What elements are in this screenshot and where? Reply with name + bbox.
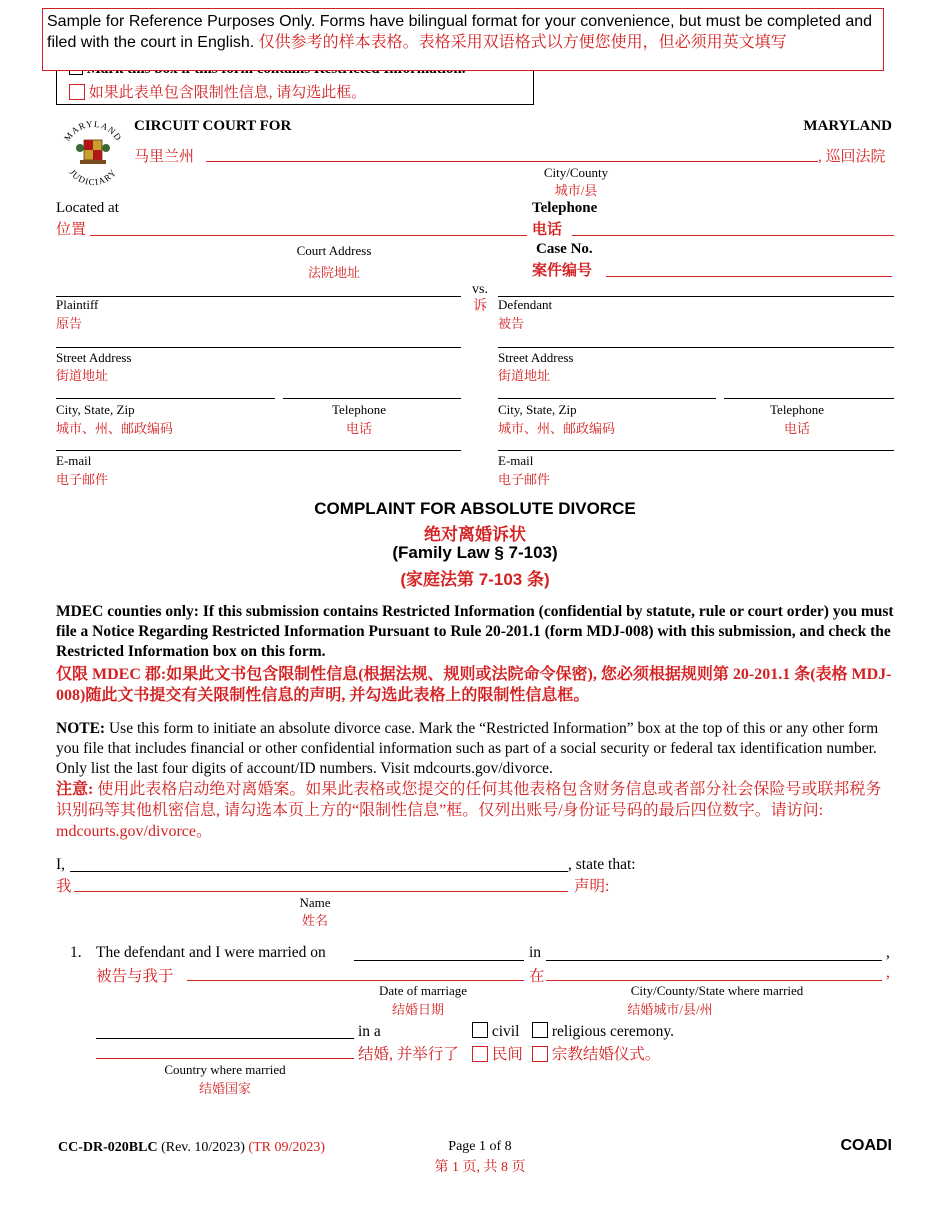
telephone-label: Telephone	[532, 200, 598, 216]
note-label: NOTE:	[56, 720, 106, 737]
defendant-city-label: City, State, Zip	[498, 402, 577, 417]
defendant-telephone-label-cn: 电话	[783, 421, 810, 436]
seal-top-text: MARYLAND	[62, 118, 124, 143]
item-1-in-cn: 在	[529, 968, 545, 985]
item-1-comma: ,	[886, 944, 890, 961]
defendant-city-label-cn: 城市、州、邮政编码	[498, 421, 616, 436]
form-identifier	[58, 1140, 325, 1156]
note-paragraph-cn	[56, 779, 894, 842]
form-code: COADI	[840, 1137, 892, 1154]
court-address-label: Court Address	[296, 243, 372, 258]
court-address-field[interactable]	[90, 235, 527, 236]
place-of-marriage-field-cn[interactable]	[546, 980, 882, 981]
case-label: Case No.	[536, 241, 593, 257]
form-revision: (Rev. 10/2023)	[157, 1140, 245, 1155]
defendant-street-field[interactable]	[498, 347, 894, 348]
date-of-marriage-field-cn[interactable]	[187, 980, 524, 981]
name-field[interactable]	[70, 871, 568, 872]
city-county-label: City/County	[543, 165, 609, 180]
page-number-cn: 第 1 页, 共 8 页	[434, 1160, 526, 1175]
country-of-marriage-field-cn[interactable]	[96, 1058, 354, 1059]
item-1-comma-cn: ,	[886, 964, 890, 981]
note-label-cn: 注意:	[56, 781, 94, 798]
court-telephone-field[interactable]	[572, 235, 894, 236]
statement-i: I,	[56, 856, 66, 873]
place-of-marriage-field[interactable]	[546, 960, 882, 961]
defendant-street-label: Street Address	[498, 350, 574, 365]
mdec-notice: MDEC counties only: If this submission contains Restricted Information (confidential by statute, rule or court order) you must file a Notice Regarding Restricted Information Pursuant to Rule 20-201.1 (form MDJ-008) with this submission, and check the Restricted Information box on this form.	[56, 603, 894, 660]
statute-reference-cn: (家庭法第 7-103 条)	[400, 570, 550, 589]
banner-text: Sample for Reference Purposes Only. Forms have bilingual format for your convenience, but must be completed and filed with the court in English.	[47, 13, 873, 51]
located-label-cn: 位置	[56, 222, 87, 238]
defendant-telephone-label: Telephone	[770, 402, 824, 417]
plaintiff-street-label-cn: 街道地址	[56, 368, 109, 383]
civil-checkbox-cn[interactable]	[472, 1046, 488, 1062]
maryland-judiciary-seal	[58, 116, 128, 188]
item-1-married-on-cn: 被告与我于	[96, 968, 174, 985]
date-of-marriage-label-cn: 结婚日期	[391, 1002, 444, 1017]
item-1-number: 1.	[70, 944, 82, 961]
name-label: Name	[299, 895, 331, 910]
plaintiff-telephone-label: Telephone	[332, 402, 386, 417]
court-address-label-cn: 法院地址	[307, 265, 360, 280]
telephone-label-cn: 电话	[532, 222, 563, 238]
defendant-label: Defendant	[498, 297, 553, 312]
statement-i-cn: 我	[56, 878, 72, 895]
country-of-marriage-field[interactable]	[96, 1038, 354, 1039]
seal-bottom-text: JUDICIARY	[67, 167, 119, 188]
svg-text:MARYLAND	[62, 119, 124, 143]
plaintiff-email-label: E-mail	[56, 453, 92, 468]
country-of-marriage-label-cn: 结婚国家	[198, 1081, 251, 1096]
court-state: MARYLAND	[803, 118, 892, 134]
city-county-field[interactable]	[206, 161, 818, 162]
note-text-cn: 使用此表格启动绝对离婚案。如果此表格或您提交的任何其他表格包含财务信息或者部分社会保险号或联邦税务识别码等其他机密信息, 请勾选本页上方的“限制性信息”框。仅列出账号/身份证号码的最后四位数字。请访问: mdcourts.gov/divorce。	[56, 781, 882, 840]
plaintiff-telephone-field[interactable]	[283, 398, 461, 399]
religious-checkbox-cn[interactable]	[532, 1046, 548, 1062]
plaintiff-city-field[interactable]	[56, 398, 275, 399]
banner-text-cn: 仅供参考的样本表格。表格采用双语格式以方便您使用，但必须用英文填写	[258, 34, 787, 51]
defendant-label-cn: 被告	[498, 316, 525, 331]
court-cn-prefix: 马里兰州	[134, 149, 195, 165]
religious-label-cn: 宗教结婚仪式。	[551, 1046, 661, 1063]
document-title: COMPLAINT FOR ABSOLUTE DIVORCE	[314, 499, 636, 518]
defendant-field[interactable]	[498, 296, 894, 297]
civil-label: civil	[491, 1023, 520, 1040]
plaintiff-label: Plaintiff	[56, 297, 99, 312]
plaintiff-email-field[interactable]	[56, 450, 461, 451]
defendant-street-label-cn: 街道地址	[498, 368, 551, 383]
place-of-marriage-label: City/County/State where married	[630, 983, 804, 998]
plaintiff-city-label: City, State, Zip	[56, 402, 135, 417]
plaintiff-street-label: Street Address	[56, 350, 132, 365]
plaintiff-field[interactable]	[56, 296, 461, 297]
case-label-cn: 案件编号	[532, 263, 593, 279]
restricted-label-cn: 如果此表单包含限制性信息, 请勾选此框。	[88, 85, 367, 101]
item-1-in: in	[529, 944, 542, 961]
form-id: CC-DR-020BLC	[58, 1140, 158, 1155]
mdec-notice-cn: 仅限 MDEC 郡:如果此文书包含限制性信息(根据法规、规则或法院命令保密), 您必须根据规则第 20-201.1 条(表格 MDJ-008)随此文书提交有关限制性信息的声明, 并勾选此表格上的限制性信息框。	[56, 666, 892, 704]
religious-checkbox[interactable]	[532, 1022, 548, 1038]
date-of-marriage-field[interactable]	[354, 960, 524, 961]
civil-checkbox[interactable]	[472, 1022, 488, 1038]
plaintiff-street-field[interactable]	[56, 347, 461, 348]
note-text: Use this form to initiate an absolute divorce case. Mark the “Restricted Information” box at the top of this or any other form you file that includes financial or other confidential information such as part of a social security or federal tax identification number. Only list the last four digits of account/ID numbers. Visit mdcourts.gov/divorce.	[56, 720, 879, 777]
vs-label: vs.	[472, 282, 488, 297]
defendant-telephone-field[interactable]	[724, 398, 894, 399]
reference-banner	[42, 8, 884, 71]
item-1-in-a-cn: 结婚, 并举行了	[358, 1046, 459, 1063]
name-label-cn: 姓名	[301, 913, 328, 928]
city-county-label-cn: 城市/县	[554, 183, 598, 198]
statement-state-that-cn: 声明:	[574, 878, 610, 895]
note-paragraph	[56, 719, 894, 779]
defendant-email-label: E-mail	[498, 453, 534, 468]
plaintiff-telephone-label-cn: 电话	[345, 421, 372, 436]
item-1-in-a: in a	[358, 1023, 381, 1040]
document-title-cn: 绝对离婚诉状	[424, 525, 526, 544]
case-number-field[interactable]	[606, 276, 892, 277]
plaintiff-email-label-cn: 电子邮件	[56, 472, 109, 487]
court-cn-suffix: , 巡回法院	[818, 149, 886, 165]
plaintiff-city-label-cn: 城市、州、邮政编码	[56, 421, 174, 436]
page-number: Page 1 of 8	[448, 1139, 512, 1154]
restricted-checkbox-cn[interactable]	[69, 84, 85, 100]
plaintiff-label-cn: 原告	[56, 316, 83, 331]
located-label: Located at	[56, 200, 119, 216]
statute-reference: (Family Law § 7-103)	[392, 543, 558, 562]
country-of-marriage-label: Country where married	[164, 1062, 286, 1077]
vs-label-cn: 诉	[473, 299, 487, 314]
form-translation-revision: (TR 09/2023)	[244, 1140, 326, 1155]
place-of-marriage-label-cn: 结婚城市/县/州	[627, 1002, 713, 1017]
date-of-marriage-label: Date of marriage	[378, 983, 468, 998]
defendant-city-field[interactable]	[498, 398, 716, 399]
item-1-married-on: The defendant and I were married on	[96, 944, 326, 961]
statement-state-that: , state that:	[568, 856, 636, 873]
court-title: CIRCUIT COURT FOR	[134, 118, 292, 134]
defendant-email-label-cn: 电子邮件	[498, 472, 551, 487]
civil-label-cn: 民间	[491, 1046, 523, 1063]
defendant-email-field[interactable]	[498, 450, 894, 451]
religious-label: religious ceremony.	[551, 1023, 674, 1040]
svg-text:JUDICIARY	[67, 167, 118, 187]
name-field-cn[interactable]	[74, 891, 568, 892]
